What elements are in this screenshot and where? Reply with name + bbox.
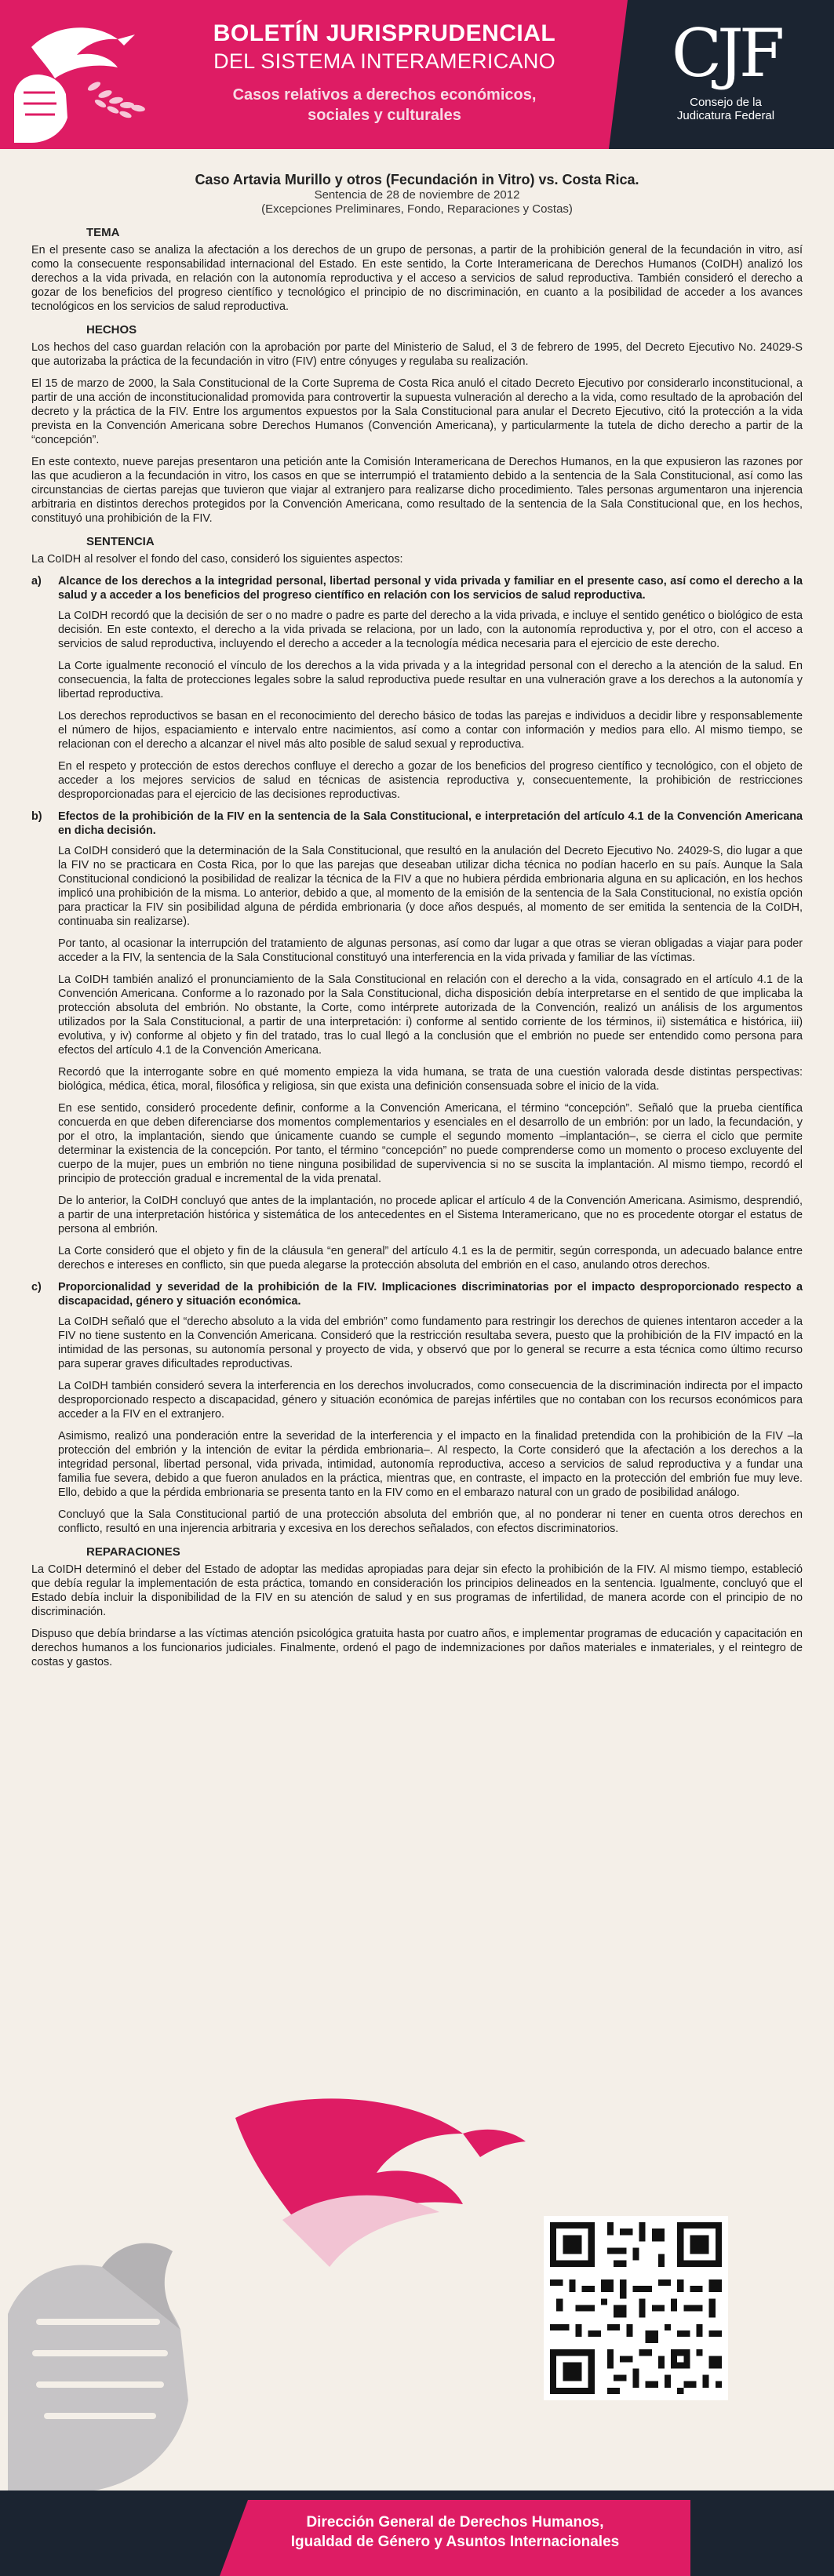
bulletin-title <box>165 20 604 126</box>
paragraph: La CoIDH recordó que la decisión de ser o no madre o padre es parte del derecho a la vida privada, e incluye el sentido genético o biológico de esta decisión. En este contexto, el derecho a la vida privada se relaciona, por un lado, con la autonomía reproductiva y, por el otro, con el acceso a servicios de salud reproductiva, incluyendo el derecho a acceder a la tecnología médica necesaria para el ejercicio de este derecho. <box>58 609 803 650</box>
bulletin-content <box>31 171 803 1677</box>
paragraph: En el respeto y protección de estos derechos confluye el derecho a gozar de los beneficios del progreso científico y tecnológico, con el objeto de acceder a los mejores servicios de salud en técnicas de asistencia reproductiva y, consecuentemente, la prohibición de restricciones desproporcionadas para el ejercicio de las decisiones reproductivas. <box>58 760 803 801</box>
list-item-body <box>31 844 803 1272</box>
case-title: Caso Artavia Murillo y otros (Fecundación in Vitro) vs. Costa Rica. <box>195 172 639 187</box>
paragraph: La CoIDH señaló que el “derecho absoluto a la vida del embrión” como fundamento para restringir los derechos de quienes intentaron acceder a la FIV no tiene sustento en la Convención Americana. Consideró que la restricción resultaba severa, puesto que la prohibición de la FIV impactó en la intimidad de las personas, su autonomía personal y proyecto de vida, y observó que por lo general se recurre a esta técnica como último recurso para superar graves dificultades reproductivas. <box>58 1315 803 1370</box>
section-heading-reparaciones: REPARACIONES <box>86 1545 180 1559</box>
paragraph: Dispuso que debía brindarse a las víctimas atención psicológica gratuita hasta por cuatro años, e implementar programas de educación y capacitación en derechos humanos a los funcionarios judiciales. Finalmente, ordenó el pago de indemnizaciones por daños materiales e inmateriales, y el reintegro de costas y gastos. <box>31 1628 803 1668</box>
list-item-title: Efectos de la prohibición de la FIV en la sentencia de la Sala Constitucional, e interpretación del artículo 4.1 de la Convención Americana en dicha decisión. <box>58 810 803 837</box>
cjf-logo-text <box>659 96 792 122</box>
paragraph: La CoIDH al resolver el fondo del caso, consideró los siguientes aspectos: <box>31 553 403 566</box>
footer-text <box>235 2512 675 2552</box>
paragraph: La CoIDH también consideró severa la interferencia en los derechos involucrados, como consecuencia de la discriminación indirecta por el impacto desproporcionado respecto a discapacidad, género y situación económica de parejas infértiles que no contaban con los recursos económicos para acceder a la FIV en el extranjero. <box>58 1380 803 1421</box>
list-item-letter: c) <box>31 1281 42 1293</box>
cjf-logo <box>659 17 792 135</box>
list-item-letter: a) <box>31 575 42 588</box>
paragraph: El 15 de marzo de 2000, la Sala Constitucional de la Corte Suprema de Costa Rica anuló el citado Decreto Ejecutivo por considerarlo inconstitucional, a partir de una acción de inconstitucionalidad promovida para controvertir la supuesta vulneración al derecho a la vida, como resultado de la aprobación del decreto y la práctica de la FIV. Entre los argumentos expuestos por la Sala Constitucional para anular el Decreto Ejecutivo, citó la protección a la vida prevista en la Convención Americana sobre Derechos Humanos (Convención Americana), y particularmente la tutela de dicho derecho a partir de la “concepción”. <box>31 377 803 446</box>
bulletin-subtitle-line2: sociales y culturales <box>308 107 461 124</box>
paragraph: La Corte consideró que el objeto y fin de la cláusula “en general” del artículo 4.1 es la de permitir, según corresponda, un adecuado balance entre derechos e intereses en conflicto, sin que pueda alegarse la protección absoluta del embrión en el caso, anulando otros derechos. <box>58 1245 803 1272</box>
case-date: Sentencia de 28 de noviembre de 2012 <box>314 188 520 202</box>
list-item-body <box>31 1315 803 1536</box>
section-heading-tema: TEMA <box>86 226 120 239</box>
bulletin-title-line2: DEL SISTEMA INTERAMERICANO <box>213 49 555 73</box>
paragraph: Por tanto, al ocasionar la interrupción del tratamiento de algunas personas, así como dar lugar a que otras se vieran obligadas a viajar para poder acceder a la FIV, la sentencia de la Sala Constitucional constituyó una interferencia en la vida privada y familiar de las víctimas. <box>58 937 803 964</box>
raised-fist-dove-icon <box>0 0 180 149</box>
qr-code-icon <box>544 2216 728 2400</box>
paragraph: Los derechos reproductivos se basan en el reconocimiento del derecho básico de todas las parejas e individuos a decidir libre y responsablemente el número de hijos, espaciamiento e intervalo entre nacimientos, así como a contar con información y medios para ello. Al mismo tiempo, se relacionan con el derecho a alcanzar el nivel más alto posible de salud sexual y reproductiva. <box>58 710 803 751</box>
paragraph: Concluyó que la Sala Constitucional partió de una protección absoluta del embrión que, al no ponderar ni tener en cuenta otros derechos en conflicto, resultó en una injerencia arbitraria y excesiva en los derechos señalados, con efectos discriminatorios. <box>58 1508 803 1535</box>
cjf-logo-text-line2: Judicatura Federal <box>676 109 775 122</box>
list-item-body <box>31 609 803 802</box>
paragraph: La Corte igualmente reconoció el vínculo de los derechos a la vida privada y a la integridad personal con el derecho a la atención de la salud. En consecuencia, la falta de protecciones legales sobre la salud reproductiva puede resultar en una vulneración grave a los derechos a la autonomía y libertad reproductiva. <box>58 660 803 700</box>
list-item-title: Alcance de los derechos a la integridad personal, libertad personal y vida privada y familiar en el presente caso, así como el derecho a la salud y a acceder a los beneficios del progreso científico en relación con los servicios de salud reproductiva. <box>58 575 803 602</box>
paragraph: En este contexto, nueve parejas presentaron una petición ante la Comisión Interamericana de Derechos Humanos, en la que expusieron las razones por las que acudieron a la fecundación in vitro, los casos en que se interrumpió el tratamiento debido a la sentencia de la Sala Constitucional, así como las circunstancias de ciertas parejas que tuvieron que viajar al extranjero para realizarse dicho procedimiento. Tales personas argumentaron una injerencia arbitraria en distintos derechos protegidos por la Convención Americana, como resultado de la sentencia de la Sala Constitucional que, en los hechos, constituyó una prohibición de la FIV. <box>31 456 803 525</box>
header-banner <box>0 0 834 149</box>
paragraph: En el presente caso se analiza la afectación a los derechos de un grupo de personas, a partir de la prohibición general de la fecundación in vitro, así como la consecuente responsabilidad internacional del Estado. En este sentido, la Corte Interamericana de Derechos Humanos (CoIDH) analizó los derechos a la vida privada, en relación con la autonomía reproductiva y el acceso a servicios de salud reproductiva. También consideró el derecho a gozar de los beneficios del progreso científico y tecnológico el principio de no discriminación, en cuanto a la posibilidad de acceder a los avances tecnológicos en los servicios de salud reproductiva. <box>31 244 803 313</box>
paragraph: Recordó que la interrogante sobre en qué momento empieza la vida humana, se trata de una cuestión valorada desde distintas perspectivas: biológica, médica, ética, moral, filosófica y religiosa, sin que exista una definición consensuada sobre el inicio de la vida. <box>58 1066 803 1093</box>
list-item-b <box>31 810 803 838</box>
paragraph: La CoIDH determinó el deber del Estado de adoptar las medidas apropiadas para dejar sin efecto la prohibición de la FIV. Al mismo tiempo, estableció que debía regular la implementación de esta práctica, tomando en consideración los principios delineados en la sentencia. Igualmente, concluyó que el Estado debía incluir la disponibilidad de la FIV en su atención de salud y en sus programas de infertilidad, de manera acorde con el principio de no discriminación. <box>31 1563 803 1618</box>
bulletin-title-line1: BOLETÍN JURISPRUDENCIAL <box>213 20 556 46</box>
paragraph: En ese sentido, consideró procedente definir, conforme a la Convención Americana, el término “concepción”. Señaló que la prueba científica concuerda en que deben diferenciarse dos momentos complementarios y esenciales en el desarrollo de un embrión: por un lado, la fecundación, y por el otro, la implantación, siendo que únicamente cuando se cumple el segundo momento –implantación–, se cierra el ciclo que permite determinar la existencia de la concepción. Por tanto, el término “concepción” no puede comprenderse como un momento o proceso excluyente del cuerpo de la mujer, pues un embrión no tiene ninguna posibilidad de supervivencia si no se suscita la implantación. Al mismo tiempo, recordó el principio de protección gradual e incremental de la vida prenatal. <box>58 1102 803 1185</box>
list-item-title: Proporcionalidad y severidad de la prohibición de la FIV. Implicaciones discriminatorias por el impacto desproporcionado respecto a discapacidad, género y situación económica. <box>58 1281 803 1308</box>
bulletin-subtitle <box>165 85 604 126</box>
paragraph: De lo anterior, la CoIDH concluyó que antes de la implantación, no procede aplicar el artículo 4 de la Convención Americana. Asimismo, desprendió, a partir de una interpretación histórica y sistemática de los antecedentes en el Sistema Interamericano, que no es procedente otorgar el estatus de persona al embrión. <box>58 1195 803 1235</box>
paragraph: Asimismo, realizó una ponderación entre la severidad de la interferencia y el impacto en la finalidad pretendida con la prohibición de la FIV –la protección del embrión y la intención de evitar la pérdida embrionaria–. Al respecto, la Corte consideró que la afectación a los derechos a la integridad personal, libertad personal, vida privada, intimidad, autonomía reproductiva, acceso a servicios de salud reproductiva y a fundar una familia fue severa, debido a que fueron anulados en la práctica, mientras que, en contraste, el impacto en la protección del embrión fue muy leve. Ello, debido a que la pérdida embrionaria se presenta tanto en la FIV como en el embarazo natural con un grado de posibilidad análogo. <box>58 1430 803 1499</box>
list-item-a <box>31 574 803 602</box>
footer-banner <box>0 2490 834 2576</box>
list-item-letter: b) <box>31 810 42 823</box>
paragraph: Los hechos del caso guardan relación con la aprobación por parte del Ministerio de Salud, el 3 de febrero de 1995, del Decreto Ejecutivo No. 24029-S que autorizaba la práctica de la fecundación in vitro (FIV) entre cónyuges y regulaba su realización. <box>31 341 803 368</box>
cjf-logo-mark: CJF <box>671 15 781 92</box>
paragraph: La CoIDH consideró que la determinación de la Sala Constitucional, que resultó en la anulación del Decreto Ejecutivo No. 24029-S, dio lugar a que la FIV no se practicara en Costa Rica, por lo que las parejas que deseaban utilizar dicha técnica no podían hacerlo en su país. Aunque la Sala Constitucional condicionó la posibilidad de realizar la técnica de la FIV a que no hubiera pérdida embrionaria alguna en su aplicación, en los hechos implicó una prohibición de la misma. Lo anterior, debido a que, al momento de la emisión de la sentencia de la Sala Constitucional, no existía opción para practicar la FIV sin posibilidad alguna de pérdida embrionaria (y doce años después, al momento de ser emitida la sentencia de la CoIDH, continuaba sin realizarse). <box>58 845 803 928</box>
cjf-logo-text-line1: Consejo de la <box>690 96 762 109</box>
section-heading-hechos: HECHOS <box>86 323 137 337</box>
section-heading-sentencia: SENTENCIA <box>86 535 155 548</box>
paragraph: La CoIDH también analizó el pronunciamiento de la Sala Constitucional en relación con el derecho a la vida, consagrado en el artículo 4.1 de la Convención Americana. Conforme a lo razonado por la Sala Constitucional, dicha disposición debía interpretarse en el sentido de que implicaba la protección absoluta del embrión. No obstante, la Corte, como intérprete autorizada de la Convención, realizó un análisis de los argumentos utilizados por la Sala Constitucional, a partir de una interpretación: i) conforme al sentido corriente de los términos, ii) sistemática e histórica, iii) evolutiva, y iv) conforme al objeto y fin del tratado, tras lo cual llegó a la conclusión que el embrión no puede ser entendido como persona para efectos del artículo 4.1 de la Convención Americana. <box>58 973 803 1057</box>
footer-line1: Dirección General de Derechos Humanos, <box>306 2514 604 2531</box>
list-item-c <box>31 1280 803 1308</box>
footer-line2: Igualdad de Género y Asuntos Internacionales <box>290 2534 620 2550</box>
case-type: (Excepciones Preliminares, Fondo, Reparaciones y Costas) <box>261 202 573 216</box>
bulletin-subtitle-line1: Casos relativos a derechos económicos, <box>232 86 537 104</box>
